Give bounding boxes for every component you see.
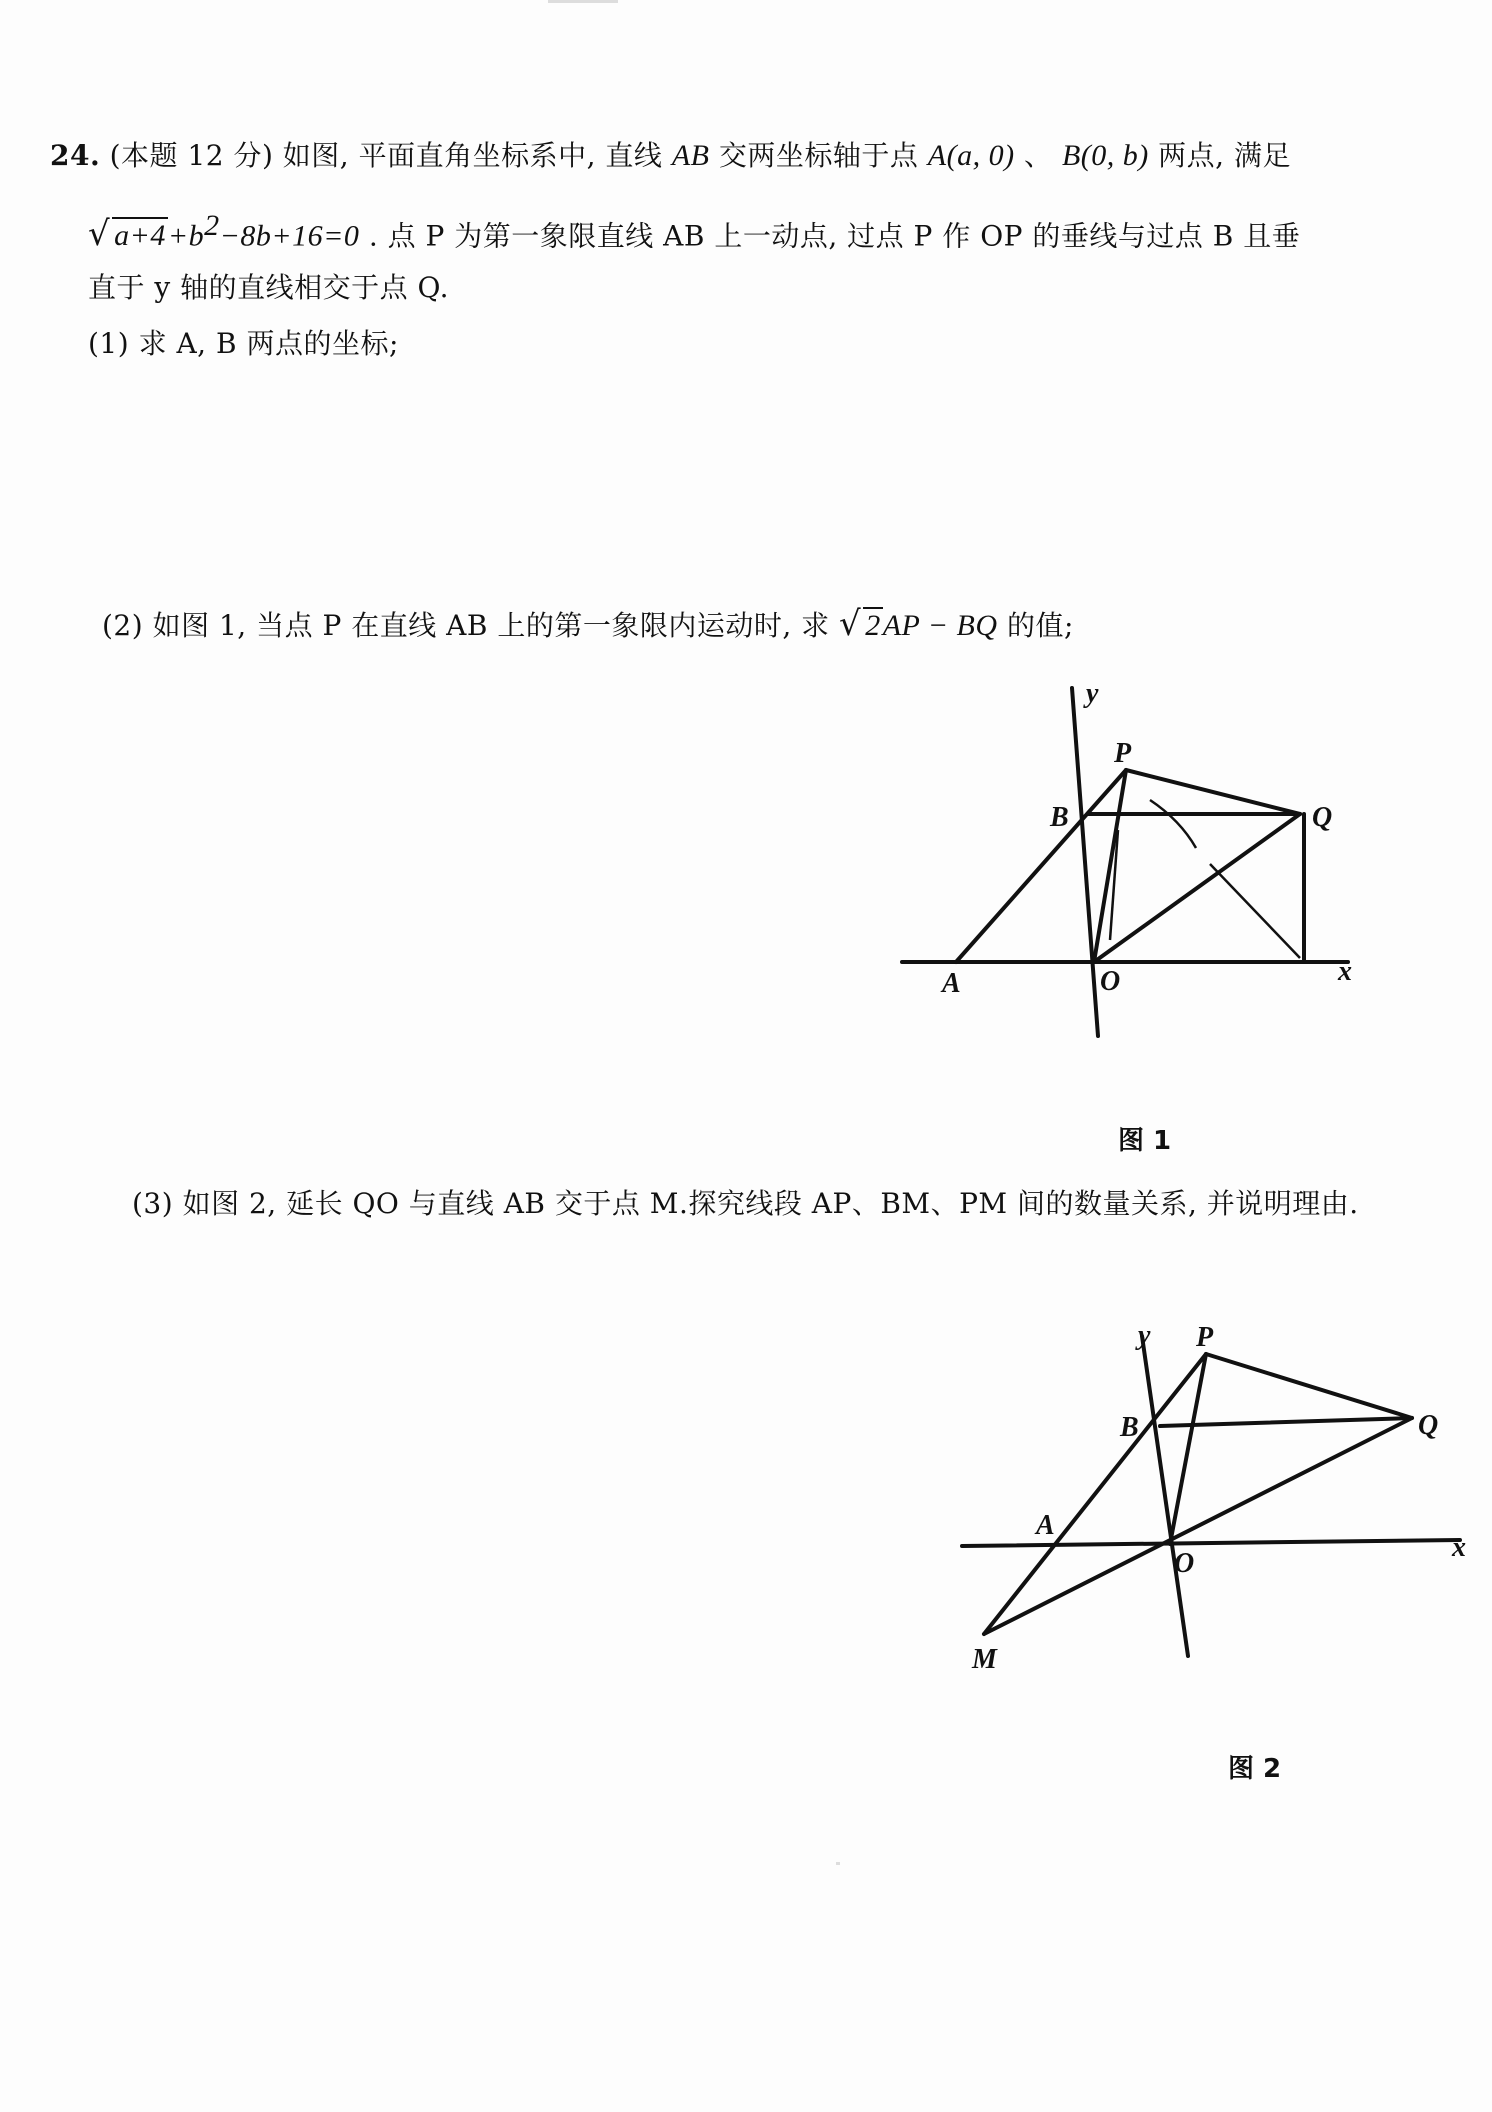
question-line-3-text: 直于 y 轴的直线相交于点 Q. xyxy=(88,271,449,304)
fig2-label-b: B xyxy=(1120,1412,1139,1443)
fig2-line-pq xyxy=(1206,1354,1412,1418)
point-b-coord: B(0, b) xyxy=(1061,139,1149,172)
fig1-label-o: O xyxy=(1100,966,1121,997)
part-3-text: (3) 如图 2, 延长 QO 与直线 AB 交于点 M.探究线段 AP、BM、PM 间的数量关系, 并说明理由. xyxy=(132,1187,1359,1220)
part-2-expression: AP − BQ xyxy=(882,609,998,642)
radical-sign: √ xyxy=(88,214,111,255)
fig2-line-op xyxy=(1170,1354,1206,1544)
fig2-label-p: P xyxy=(1196,1322,1214,1353)
fig1-label-x: x xyxy=(1338,956,1352,987)
question-header-2: 交两坐标轴于点 xyxy=(718,139,919,172)
question-line-2-text: . 点 P 为第一象限直线 AB 上一动点, 过点 P 作 OP 的垂线与过点 B 且垂 xyxy=(368,219,1301,253)
fig1-label-y: y xyxy=(1086,678,1099,709)
fig1-label-p: P xyxy=(1114,738,1132,769)
part-1-text: (1) 求 A, B 两点的坐标; xyxy=(88,327,399,360)
point-a-coord: A(a, 0) xyxy=(927,139,1015,172)
figure-1-caption: 图 1 xyxy=(1118,1126,1172,1156)
part-2-radicand: 2 xyxy=(865,609,881,642)
equation-b-term: +b xyxy=(167,219,205,253)
fig1-label-q: Q xyxy=(1312,802,1333,833)
separator: 、 xyxy=(1024,139,1053,172)
fig1-label-a: A xyxy=(942,968,961,999)
question-header: (本题 12 分) 如图, 平面直角坐标系中, 直线 xyxy=(109,139,663,172)
fig2-label-a: A xyxy=(1036,1510,1055,1541)
question-header-3: 两点, 满足 xyxy=(1158,139,1291,172)
part-2-prefix: (2) 如图 1, 当点 P 在直线 AB 上的第一象限内运动时, 求 xyxy=(102,609,830,642)
fig2-label-q: Q xyxy=(1418,1410,1439,1441)
part-2-suffix: 的值; xyxy=(1006,609,1074,642)
line-ab-label: AB xyxy=(671,139,710,172)
equation-tail: −8b+16=0 xyxy=(219,219,360,253)
fig2-label-x: x xyxy=(1452,1532,1466,1563)
equation-exponent: 2 xyxy=(204,209,220,242)
fig2-line-mp xyxy=(984,1354,1206,1634)
figure-2-caption: 图 2 xyxy=(1228,1754,1282,1784)
radicand: a+4 xyxy=(114,219,166,253)
fig2-line-bq xyxy=(1160,1418,1412,1426)
fig2-label-m: M xyxy=(972,1644,997,1675)
fig2-label-y: y xyxy=(1138,1320,1151,1351)
scan-speck-bottom xyxy=(836,1862,840,1865)
radical-sign-2: √ xyxy=(839,604,862,644)
fig1-label-b: B xyxy=(1050,802,1069,833)
scan-speck-top xyxy=(548,0,618,3)
question-number: 24. xyxy=(50,139,101,172)
fig2-label-o: O xyxy=(1174,1548,1195,1579)
